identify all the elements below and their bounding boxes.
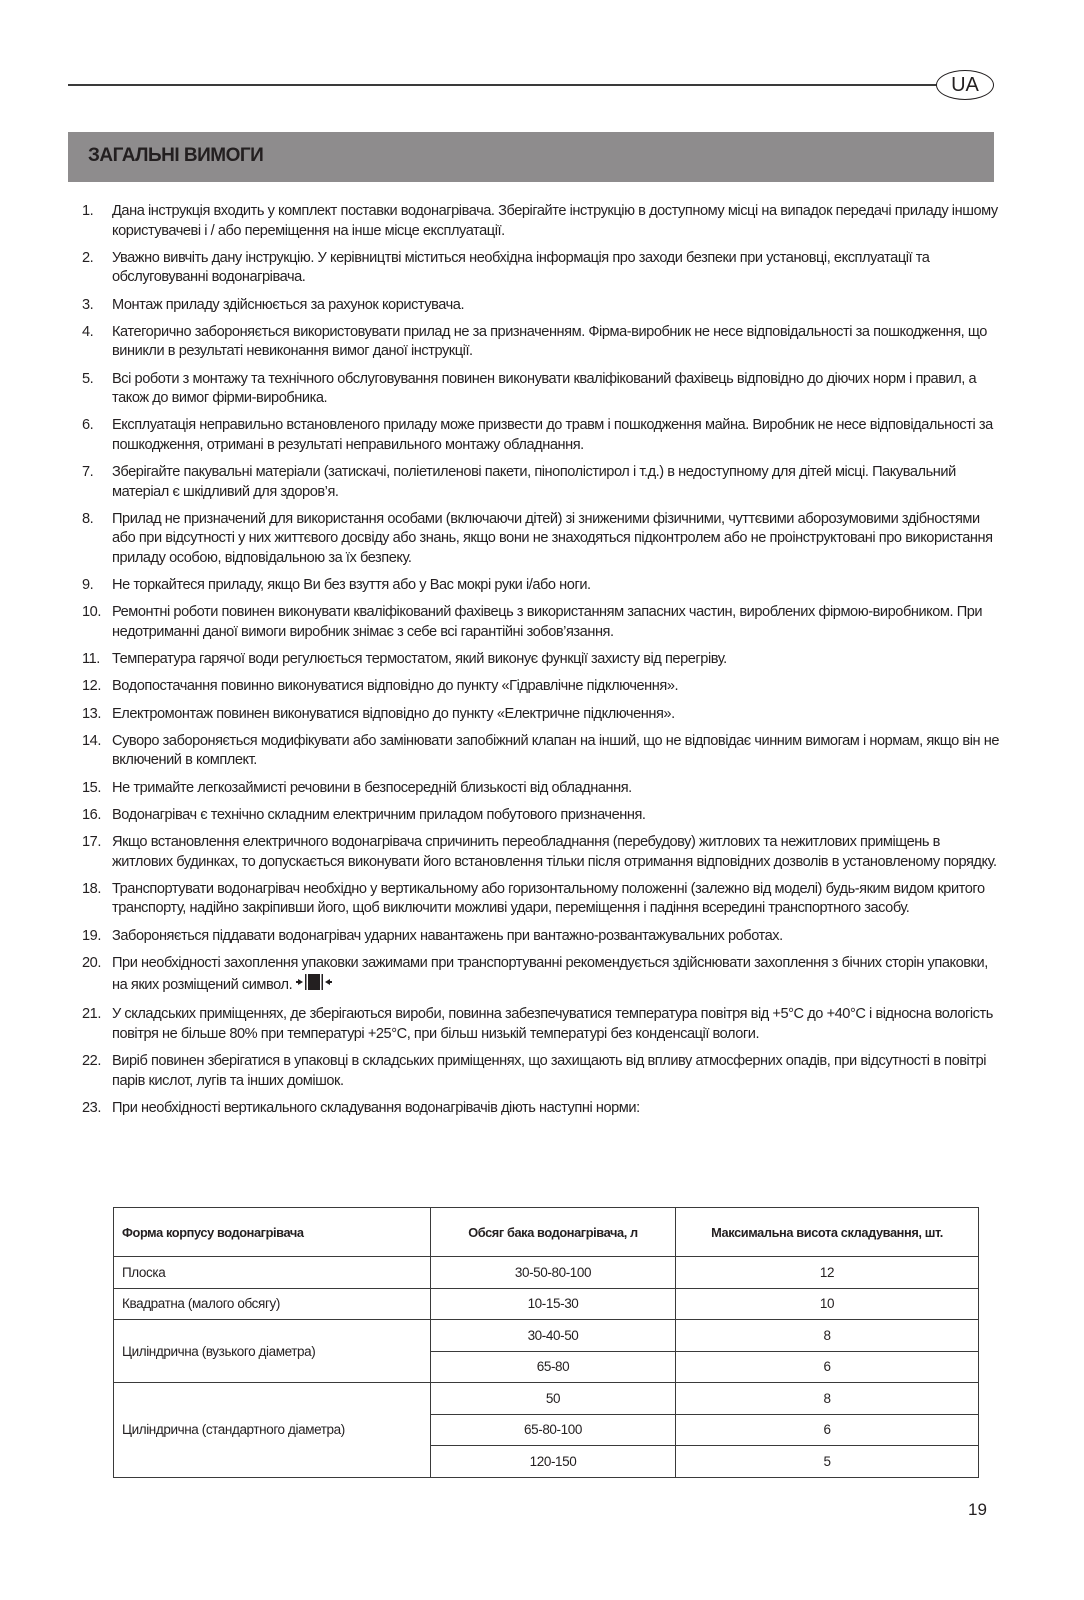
table-header-row bbox=[114, 1208, 979, 1257]
header-rule bbox=[68, 84, 936, 86]
item-text: Ремонтні роботи повинен виконувати кваліфікований фахівець з використанням запасних частин, вироблених фірмою-виробником. При недотриманні даної вимоги виробник знімає з себе всі гарантійні зобов’язання. bbox=[112, 604, 983, 641]
item-text: Виріб повинен зберігатися в упаковці в складських приміщеннях, що захищають від впливу атмосферних опадів, при відсутності в повітрі парів кислот, лугів та інших домішок. bbox=[112, 1053, 987, 1089]
cell-max-height: 8 bbox=[676, 1320, 979, 1352]
cell-volume: 30-40-50 bbox=[431, 1320, 676, 1352]
item-text: При необхідності вертикального складування водонагрівачів діють наступні норми: bbox=[112, 1100, 640, 1117]
cell-max-height: 12 bbox=[676, 1257, 979, 1289]
cell-max-height: 5 bbox=[676, 1446, 979, 1478]
item-number: 14. bbox=[82, 732, 101, 749]
cell-volume: 50 bbox=[431, 1383, 676, 1415]
list-item bbox=[82, 927, 1002, 947]
list-item bbox=[82, 463, 1002, 502]
item-text: Температура гарячої води регулюється термостатом, який виконує функції захисту від перегріву. bbox=[112, 651, 727, 668]
item-number: 22. bbox=[82, 1053, 101, 1070]
list-item bbox=[82, 1005, 1002, 1044]
item-number: 13. bbox=[82, 705, 101, 722]
list-item bbox=[82, 603, 1002, 642]
header-max-height: Максимальна висота складування, шт. bbox=[676, 1208, 979, 1257]
cell-volume: 10-15-30 bbox=[431, 1288, 676, 1320]
section-title: ЗАГАЛЬНІ ВИМОГИ bbox=[88, 145, 264, 166]
language-badge: UA bbox=[936, 70, 994, 100]
item-number: 16. bbox=[82, 806, 101, 823]
list-item bbox=[82, 650, 1002, 670]
list-item bbox=[82, 732, 1002, 771]
item-number: 23. bbox=[82, 1100, 101, 1117]
item-number: 18. bbox=[82, 880, 101, 897]
item-number: 21. bbox=[82, 1006, 101, 1023]
list-item bbox=[82, 576, 1002, 596]
item-text: Не тримайте легкозаймисті речовини в безпосередній близькості від обладнання. bbox=[112, 779, 632, 796]
list-item bbox=[82, 416, 1002, 455]
item-text: Суворо забороняється модифікувати або замінювати запобіжний клапан на інший, що не відповідає чинним вимогам і нормам, якщо він не включений в комплект. bbox=[112, 732, 999, 769]
list-item bbox=[82, 833, 1002, 872]
list-item bbox=[82, 249, 1002, 288]
item-text: Монтаж приладу здійснюється за рахунок користувача. bbox=[112, 296, 465, 313]
requirements-list bbox=[82, 202, 1002, 1126]
cell-volume: 120-150 bbox=[431, 1446, 676, 1478]
item-text: Категорично забороняється використовувати прилад не за призначенням. Фірма-виробник не несе відповідальності за пошкодження, що виникли в результаті невиконання вимог даної інструкції. bbox=[112, 323, 987, 360]
cell-max-height: 6 bbox=[676, 1351, 979, 1383]
item-text: Електромонтаж повинен виконуватися відповідно до пункту «Електричне підключення». bbox=[112, 705, 675, 722]
item-number: 12. bbox=[82, 678, 101, 695]
cell-max-height: 6 bbox=[676, 1414, 979, 1446]
list-item bbox=[82, 677, 1002, 697]
list-item bbox=[82, 323, 1002, 362]
cell-shape: Квадратна (малого обсягу) bbox=[114, 1288, 431, 1320]
storage-norms-table bbox=[113, 1207, 979, 1478]
item-text: Всі роботи з монтажу та технічного обслуговування повинен виконувати кваліфікований фахівець відповідно до діючих норм і правил, а також до вимог фірми-виробника. bbox=[112, 370, 977, 407]
table-row bbox=[114, 1320, 979, 1352]
cell-shape: Циліндрична (вузького діаметра) bbox=[114, 1320, 431, 1383]
header-volume: Обсяг бака водонагрівача, л bbox=[431, 1208, 676, 1257]
item-text: Забороняється піддавати водонагрівач ударних навантажень при вантажно-розвантажувальних роботах. bbox=[112, 927, 783, 944]
section-header bbox=[68, 132, 994, 182]
cell-shape: Циліндрична (стандартного діаметра) bbox=[114, 1383, 431, 1478]
table-row bbox=[114, 1288, 979, 1320]
item-number: 10. bbox=[82, 604, 101, 621]
cell-volume: 65-80-100 bbox=[431, 1414, 676, 1446]
cell-max-height: 10 bbox=[676, 1288, 979, 1320]
item-number: 2. bbox=[82, 249, 94, 266]
list-item bbox=[82, 806, 1002, 826]
item-text: Водопостачання повинно виконуватися відповідно до пункту «Гідравлічне підключення». bbox=[112, 678, 679, 695]
list-item bbox=[82, 370, 1002, 409]
item-text: Якщо встановлення електричного водонагрівача спричинить переобладнання (перебудову) житлових та нежитлових приміщень в житлових будинках, то допускається виконувати його встановлення тільки після отримання відповідних дозволів в установленому порядку. bbox=[112, 833, 997, 870]
item-number: 20. bbox=[82, 954, 101, 971]
item-text: Прилад не призначений для використання особами (включаючи дітей) зі зниженими фізичними, чуттєвими аборозумовими здібностями або при відсутності у них життєвого досвіду або знань, якщо вони не знаходяться підконтролем або не проінструктовані про використання приладу особою, відповідальною за їх безпеку. bbox=[112, 510, 993, 567]
item-text: Дана інструкція входить у комплект поставки водонагрівача. Зберігайте інструкцію в доступному місці на випадок передачі приладу іншому користувачеві і / або переміщення на інше місце експлуатації. bbox=[112, 203, 998, 239]
item-number: 6. bbox=[82, 417, 94, 434]
item-number: 7. bbox=[82, 464, 94, 481]
item-number: 1. bbox=[82, 203, 94, 219]
list-item bbox=[82, 779, 1002, 799]
table-row bbox=[114, 1383, 979, 1415]
item-text: Експлуатація неправильно встановленого приладу може призвести до травм і пошкодження майна. Виробник не несе відповідальності за пошкодження, отримані в результаті неправильного монтажу обладнання. bbox=[112, 417, 993, 453]
item-number: 5. bbox=[82, 370, 94, 387]
item-text: При необхідності захоплення упаковки зажимами при транспортуванні рекомендується здійснювати захоплення з бічних сторін упаковки, на яких розміщений символ. bbox=[112, 954, 988, 994]
item-text: Транспортувати водонагрівач необхідно у вертикальному або горизонтальному положенні (залежно від моделі) будь-яким видом критого транспорту, надійно закріпивши його, щоб виключити можливі удари, переміщення і падіння всередині транспортного засобу. bbox=[112, 880, 985, 917]
item-text: Зберігайте пакувальні матеріали (затискачі, поліетиленові пакети, пінополістирол і т.д.) в недоступному для дітей місці. Пакувальний матеріал є шкідливий для здоров’я. bbox=[112, 464, 956, 500]
item-number: 15. bbox=[82, 779, 101, 796]
list-item bbox=[82, 705, 1002, 725]
list-item bbox=[82, 510, 1002, 569]
item-number: 11. bbox=[82, 651, 100, 668]
cell-max-height: 8 bbox=[676, 1383, 979, 1415]
header-shape: Форма корпусу водонагрівача bbox=[114, 1208, 431, 1257]
item-number: 17. bbox=[82, 833, 101, 850]
item-text: У складських приміщеннях, де зберігаються вироби, повинна забезпечуватися температура повітря від +5°С до +40°С і відносна вологість повітря не більше 80% при температурі +25°С, при більш низькій температурі без конденсації вологи. bbox=[112, 1006, 993, 1043]
item-number: 8. bbox=[82, 510, 94, 527]
item-text: Водонагрівач є технічно складним електричним приладом побутового призначення. bbox=[112, 806, 646, 823]
list-item bbox=[82, 1099, 1002, 1119]
item-number: 3. bbox=[82, 296, 94, 313]
item-number: 4. bbox=[82, 323, 94, 340]
item-number: 19. bbox=[82, 927, 101, 944]
cell-volume: 65-80 bbox=[431, 1351, 676, 1383]
list-item bbox=[82, 1052, 1002, 1091]
item-text: Уважно вивчіть дану інструкцію. У керівництві міститься необхідна інформація про заходи безпеки при установці, експлуатації та обслуговуванні водонагрівача. bbox=[112, 249, 930, 286]
cell-volume: 30-50-80-100 bbox=[431, 1257, 676, 1289]
item-text: Не торкайтеся приладу, якщо Ви без взуття або у Вас мокрі руки і/або ноги. bbox=[112, 577, 591, 594]
list-item bbox=[82, 880, 1002, 919]
clamp-symbol-icon bbox=[296, 973, 332, 998]
item-number: 9. bbox=[82, 577, 94, 594]
list-item bbox=[82, 296, 1002, 316]
page-number: 19 bbox=[968, 1500, 987, 1519]
list-item bbox=[82, 202, 1002, 241]
table-row bbox=[114, 1257, 979, 1289]
list-item bbox=[82, 954, 1002, 998]
cell-shape: Плоска bbox=[114, 1257, 431, 1289]
